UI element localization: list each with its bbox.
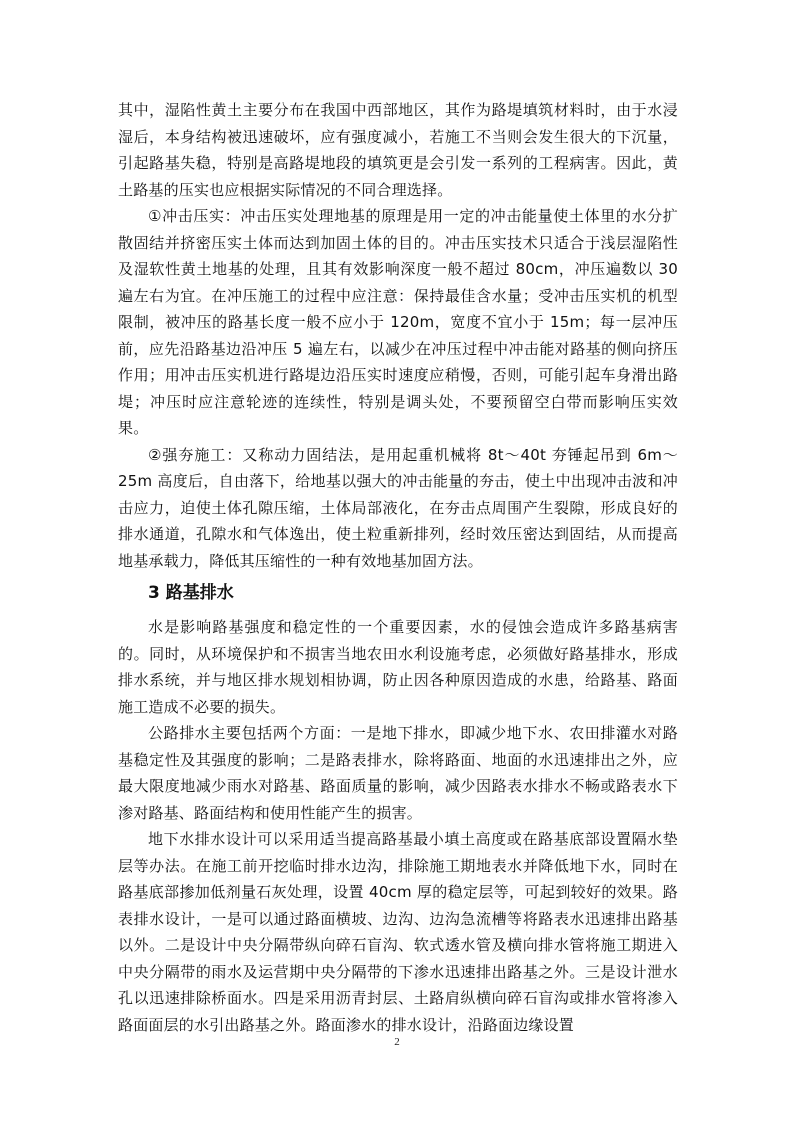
document-page bbox=[118, 97, 678, 1038]
body-paragraph-impact-compaction: ①冲击压实：冲击压实处理地基的原理是用一定的冲击能量使土体里的水分扩散固结并挤密压实土体而达到加固土体的目的。冲击压实技术只适合于浅层湿陷性及湿软性黄土地基的处理，且其有效影响深度一般不超过 80cm，冲压遍数以 30 遍左右为宜。在冲压施工的过程中应注意：保持最佳含水量；受冲击压实机的机型限制，被冲压的路基长度一般不应小于 120m，宽度不宜小于 15m；每一层冲压前，应先沿路基边沿冲压 5 遍左右，以减少在冲压过程中冲击能对路基的侧向挤压作用；用冲击压实机进行路堤边沿压实时速度应稍慢，否则，可能引起车身滑出路堤；冲压时应注意轮迹的连续性，特别是调头处，不要预留空白带而影响压实效果。 bbox=[118, 207, 678, 437]
body-paragraph-highway-drainage: 公路排水主要包括两个方面：一是地下排水，即减少地下水、农田排灌水对路基稳定性及其强度的影响；二是路表排水，除将路面、地面的水迅速排出之外，应最大限度地减少雨水对路基、路面质量的影响，减少因路表水排水不畅或路表水下渗对路基、路面结构和使用性能产生的损害。 bbox=[118, 724, 678, 822]
page-number: 2 bbox=[394, 1036, 400, 1048]
body-paragraph-1: 其中，湿陷性黄土主要分布在我国中西部地区，其作为路堤填筑材料时，由于水浸湿后，本身结构被迅速破坏，应有强度减小，若施工不当则会发生很大的下沉量，引起路基失稳，特别是高路堤地段的填筑更是会引发一系列的工程病害。因此，黄土路基的压实也应根据实际情况的不同合理选择。 bbox=[118, 101, 678, 199]
section-heading-subgrade-drainage: 3 路基排水 bbox=[148, 583, 234, 603]
body-paragraph-groundwater-design: 地下水排水设计可以采用适当提高路基最小填土高度或在路基底部设置隔水垫层等办法。在施工前开挖临时排水边沟，排除施工期地表水并降低地下水，同时在路基底部掺加低剂量石灰处理，设置 40cm 厚的稳定层等，可起到较好的效果。路表排水设计，一是可以通过路面横坡、边沟、边沟急流槽等将路表水迅速排出路基以外。二是设计中央分隔带纵向碎石盲沟、软式透水管及横向排水管将施工期进入中央分隔带的雨水及运营期中央分隔带的下渗水迅速排出路基之外。三是设计泄水孔以迅速排除桥面水。四是采用沥青封层、土路肩纵横向碎石盲沟或排水管将渗入路面面层的水引出路基之外。路面渗水的排水设计，沿路面边缘设置 bbox=[118, 830, 678, 1034]
body-paragraph-dynamic-compaction: ②强夯施工：又称动力固结法，是用起重机械将 8t～40t 夯锤起吊到 6m～25m 高度后，自由落下，给地基以强大的冲击能量的夯击，使土中出现冲击波和冲击应力，迫使土体孔隙压缩，土体局部液化，在夯击点周围产生裂隙，形成良好的排水通道，孔隙水和气体逸出，使土粒重新排列，经时效压密达到固结，从而提高地基承载力，降低其压缩性的一种有效地基加固方法。 bbox=[118, 445, 678, 570]
body-paragraph-water-influence: 水是影响路基强度和稳定性的一个重要因素，水的侵蚀会造成许多路基病害的。同时，从环境保护和不损害当地农田水利设施考虑，必须做好路基排水，形成排水系统，并与地区排水规划相协调，防止因各种原因造成的水患，给路基、路面施工造成不必要的损失。 bbox=[118, 618, 678, 716]
